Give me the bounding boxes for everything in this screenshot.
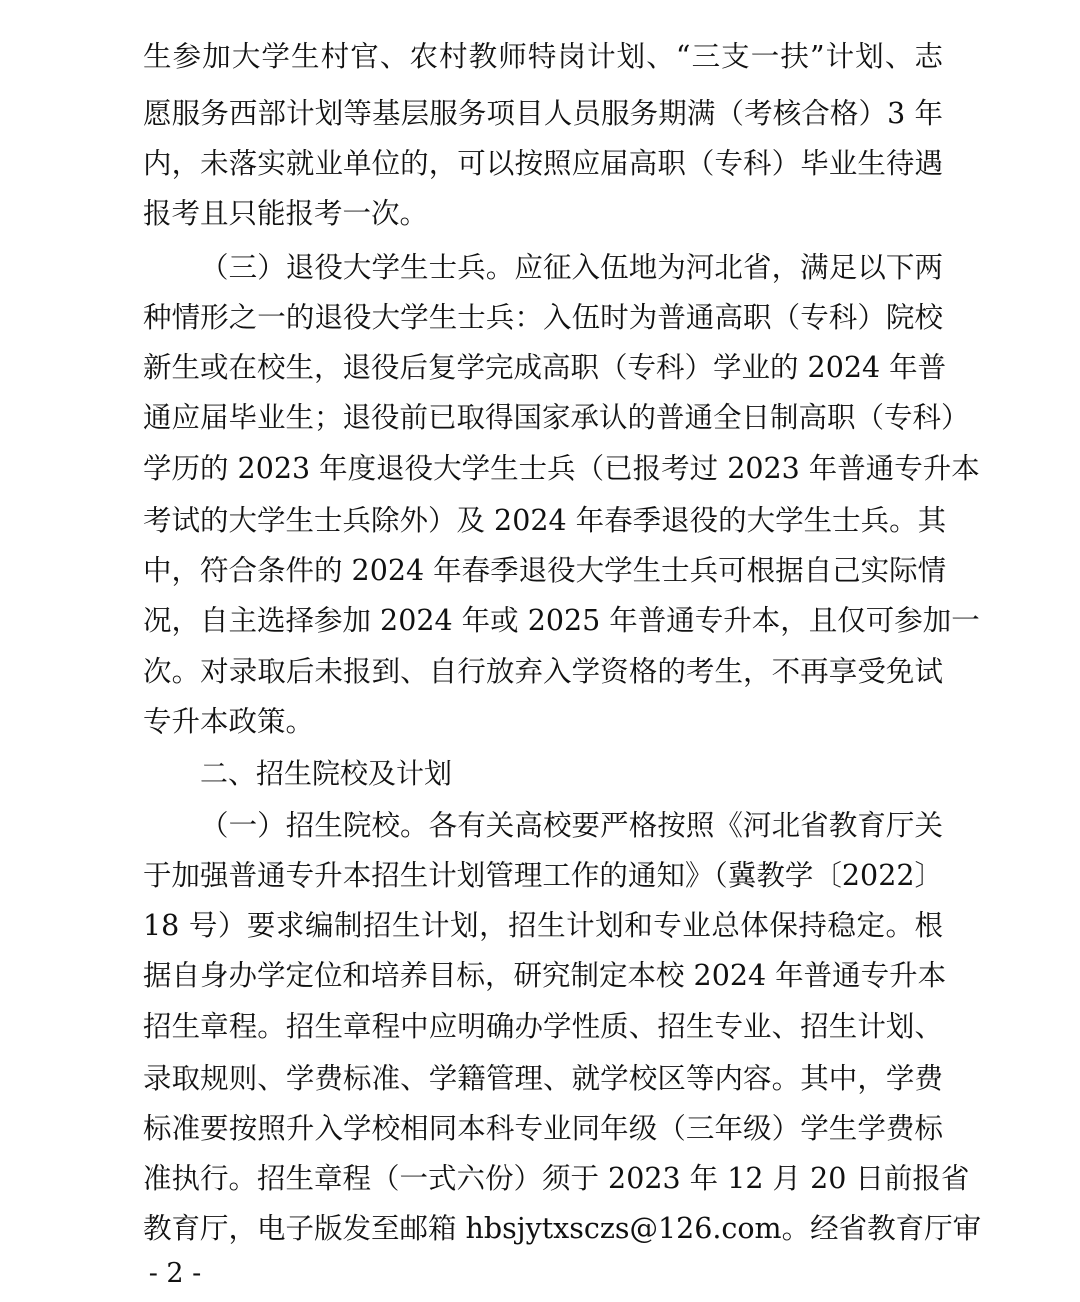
text-line: 通应届毕业生；退役前已取得国家承认的普通全日制高职（专科） — [143, 401, 970, 434]
text-line: 考试的大学生士兵除外）及 2024 年春季退役的大学生士兵。其 — [143, 504, 947, 537]
text-line: 中，符合条件的 2024 年春季退役大学生士兵可根据自己实际情 — [143, 554, 947, 587]
text-line: 准执行。招生章程（一式六份）须于 2023 年 12 月 20 日前报省 — [143, 1162, 970, 1195]
text-line: 专升本政策。 — [143, 705, 315, 738]
text-line: 录取规则、学费标准、学籍管理、就学校区等内容。其中，学费 — [143, 1062, 943, 1095]
text-line: 报考且只能报考一次。 — [143, 197, 429, 230]
text-line: 生参加大学生村官、农村教师特岗计划、“三支一扶”计划、志 — [143, 40, 943, 73]
page-number: - 2 - — [148, 1258, 202, 1289]
text-line: 内，未落实就业单位的，可以按照应届高职（专科）毕业生待遇 — [143, 147, 943, 180]
text-line: 新生或在校生，退役后复学完成高职（专科）学业的 2024 年普 — [143, 351, 947, 384]
text-line: 况，自主选择参加 2024 年或 2025 年普通专升本，且仅可参加一 — [143, 604, 980, 637]
subsection-1-title-line: （一）招生院校。各有关高校要严格按照《河北省教育厅关 — [200, 809, 943, 842]
text-line: 次。对录取后未报到、自行放弃入学资格的考生，不再享受免试 — [143, 655, 943, 688]
section-heading: 二、招生院校及计划 — [200, 757, 453, 790]
text-line: 种情形之一的退役大学生士兵：入伍时为普通高职（专科）院校 — [143, 301, 943, 334]
text-line: 教育厅，电子版发至邮箱 hbsjytxsczs@126.com。经省教育厅审 — [143, 1212, 982, 1245]
text-line: 18 号）要求编制招生计划，招生计划和专业总体保持稳定。根 — [143, 909, 943, 942]
text-line: 于加强普通专升本招生计划管理工作的通知》（冀教学〔2022〕 — [143, 859, 943, 892]
text-line: 标准要按照升入学校相同本科专业同年级（三年级）学生学费标 — [143, 1112, 943, 1145]
text-line: 招生章程。招生章程中应明确办学性质、招生专业、招生计划、 — [143, 1010, 943, 1043]
text-line: 学历的 2023 年度退役大学生士兵（已报考过 2023 年普通专升本 — [143, 452, 980, 485]
text-line: 愿服务西部计划等基层服务项目人员服务期满（考核合格）3 年 — [143, 97, 943, 130]
text-line: 据自身办学定位和培养目标，研究制定本校 2024 年普通专升本 — [143, 959, 947, 992]
section-3-title-line: （三）退役大学生士兵。应征入伍地为河北省，满足以下两 — [200, 251, 943, 284]
